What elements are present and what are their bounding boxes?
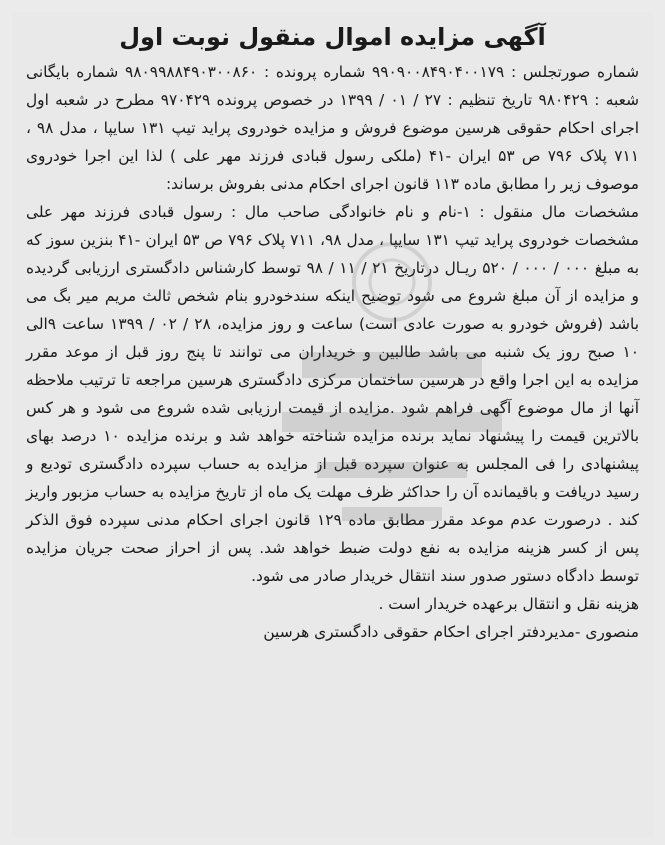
paragraph-case-details: شماره صورتجلس : ۹۹۰۹۰۰۸۴۹۰۴۰۰۱۷۹ شماره پرونده : ۹۸۰۹۹۸۸۴۹۰۳۰۰۸۶۰ شماره بایگانی شعبه : ۹۸۰۴۲۹ تاریخ تنظیم : ۲۷ / ۰۱ / ۱۳۹۹ در خصوص پرونده ۹۷۰۴۲۹ مطرح در شعبه اول اجرای احکام حقوقی هرسین موضوع فروش و مزایده خودروی پراید تیپ ۱۳۱ سایپا ، مدل ۹۸ ، ۷۱۱ پلاک ۷۹۶ ص ۵۳ ایران -۴۱ (ملکی رسول قبادی فرزند مهر علی ) لذا این اجرا خودروی موصوف زیر را مطابق ماده ۱۱۳ قانون اجرای احکام مدنی بفروش برساند:	[26, 63, 640, 193]
paragraph-signature: منصوری -مدیردفتر اجرای احکام حقوقی دادگستری هرسین	[263, 623, 639, 641]
notice-title: آگهی مزایده اموال منقول نوبت اول	[119, 23, 546, 51]
paragraph-transfer-cost: هزینه نقل و انتقال برعهده خریدار است .	[378, 595, 639, 613]
notice-body	[26, 58, 639, 646]
auction-notice	[12, 12, 653, 837]
paragraph-property-specs: مشخصات مال منقول : ۱-نام و نام خانوادگی صاحب مال : رسول قبادی فرزند مهر علی مشخصات خودروی پراید تیپ ۱۳۱ سایپا ، مدل ۹۸، ۷۱۱ پلاک ۷۹۶ ص ۵۳ ایران -۴۱ بنزین سوز که به مبلغ ۰۰۰ / ۰۰۰ / ۵۲۰ ریـال درتاریخ ۲۱ / ۱۱ / ۹۸ توسط کارشناس دادگستری ارزیابی گردیده و مزایده از آن مبلغ شروع می شود توضیح اینکه سندخودرو بنام شخص ثالث مریم میر بگ می باشد (فروش خودرو به صورت عادی است) ساعت و روز مزایده، ۲۸ / ۰۲ / ۱۳۹۹ ساعت ۹الی ۱۰ صبح روز یک شنبه می باشد طالبین و خریداران می توانند تا پنج روز قبل از موعد مقرر مزایده به این اجرا واقع در هرسین ساختمان مرکزی دادگستری هرسین مراجعه تا ترتیب ملاحظه آنها از مال موضوع آگهی فراهم شود .مزایده از قیمت ارزیابی شده شروع می شود و هر کس بالاترین قیمت را پیشنهاد نماید برنده مزایده شناخته خواهد شد و برنده مزایده ۱۰ درصد بهای پیشنهادی را فی المجلس به عنوان سپرده قبل از مزایده به حساب سپرده دادگستری تودیع و رسید دریافت و باقیمانده آن را حداکثر ظرف مهلت یک ماه از تاریخ مزایده به حساب مزبور واریز کند . درصورت عدم موعد مقرر مطابق ماده ۱۲۹ قانون اجرای احکام مدنی سپرده فوق الذکر پس از کسر هزینه مزایده به نفع دولت ضبط خواهد شد. پس از احراز صحت جریان مزایده توسط دادگاه دستور صدور سند انتقال خریدار صادر می شود.	[26, 203, 640, 585]
